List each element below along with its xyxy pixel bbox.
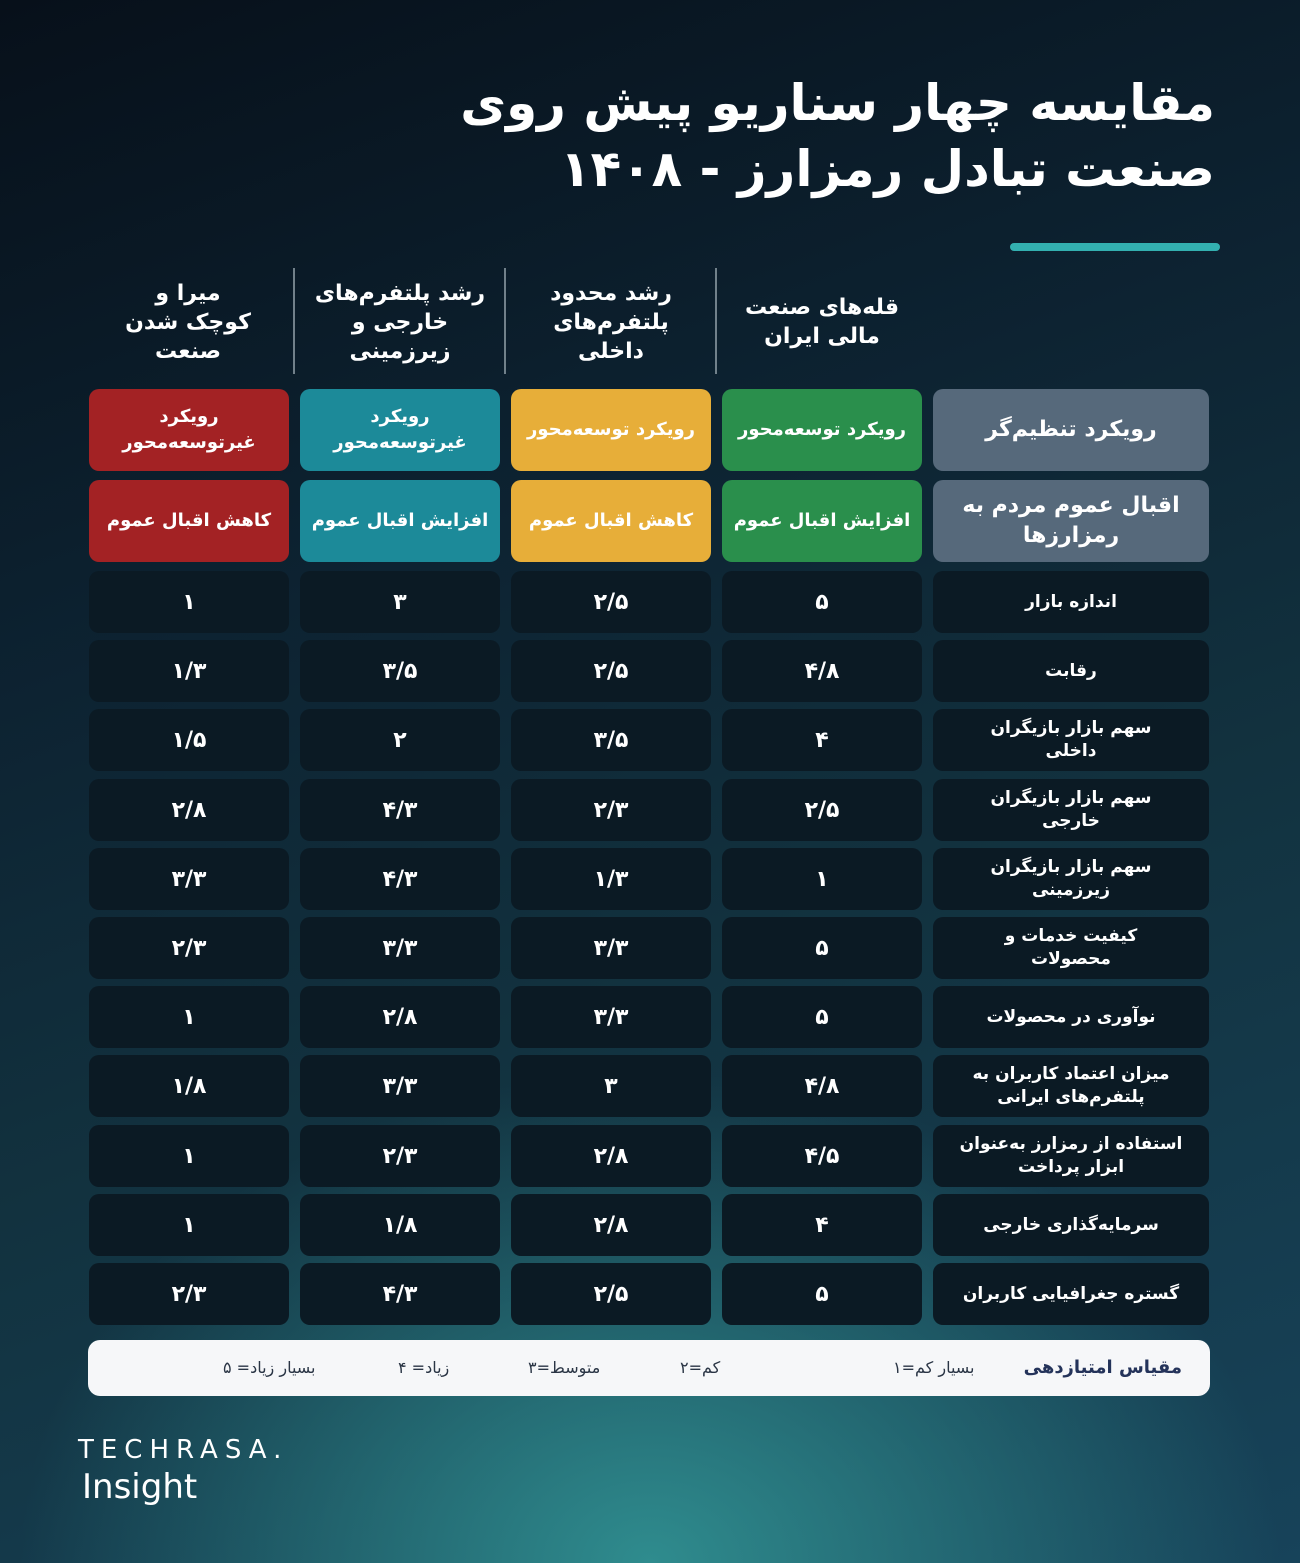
legend-item: زیاد= ۴ (398, 1358, 450, 1377)
approach-tag: رویکرد توسعه‌محور (722, 389, 922, 471)
criterion-label: اندازه بازار (933, 571, 1209, 633)
score-cell: ۴/۳ (300, 848, 500, 910)
score-cell: ۲/۵ (511, 640, 711, 702)
score-cell: ۴/۵ (722, 1125, 922, 1187)
criterion-label: سهم بازار بازیگران داخلی (933, 709, 1209, 771)
score-cell: ۲/۸ (511, 1194, 711, 1256)
score-cell: ۲ (300, 709, 500, 771)
score-cell: ۵ (722, 571, 922, 633)
score-cell: ۲/۵ (511, 1263, 711, 1325)
scenario-header-1: قله‌های صنعت مالی ایران (745, 295, 900, 349)
score-cell: ۳ (511, 1055, 711, 1117)
header-divider (293, 268, 295, 374)
score-cell: ۵ (722, 1263, 922, 1325)
scenario-header-3: رشد پلتفرم‌های خارجی و زیرزمینی (314, 280, 486, 364)
legend-item: بسیار زیاد= ۵ (223, 1358, 316, 1377)
logo-wordmark: TECHRASA. (78, 1435, 289, 1465)
score-cell: ۱ (89, 571, 289, 633)
criterion-label: سهم بازار بازیگران زیرزمینی (933, 848, 1209, 910)
score-cell: ۳/۳ (511, 917, 711, 979)
score-cell: ۱ (89, 1194, 289, 1256)
legend-item: متوسط=۳ (528, 1358, 601, 1377)
legend-title: مقیاس امتیازدهی (1023, 1357, 1182, 1378)
row-label-public-adoption: اقبال عموم مردم به رمزارزها (933, 480, 1209, 562)
approach-tag: رویکرد غیرتوسعه‌محور (89, 389, 289, 471)
logo-subtitle: Insight (82, 1467, 198, 1507)
header-divider (504, 268, 506, 374)
legend-item: بسیار کم=۱ (893, 1358, 975, 1377)
scoring-legend (88, 1340, 1210, 1396)
score-cell: ۴ (722, 1194, 922, 1256)
score-cell: ۱/۸ (89, 1055, 289, 1117)
title-accent-bar (1010, 243, 1220, 251)
row-label-regulator-approach: رویکرد تنظیم‌گر (933, 389, 1209, 471)
legend-item: کم=۲ (680, 1358, 721, 1377)
adoption-tag: افزایش اقبال عموم (300, 480, 500, 562)
criterion-label: نوآوری در محصولات (933, 986, 1209, 1048)
score-cell: ۳/۳ (511, 986, 711, 1048)
score-cell: ۱/۳ (89, 640, 289, 702)
techrasa-logo (78, 1435, 288, 1507)
score-cell: ۱/۳ (511, 848, 711, 910)
score-cell: ۴/۸ (722, 1055, 922, 1117)
adoption-tag: کاهش اقبال عموم (89, 480, 289, 562)
score-cell: ۲/۸ (300, 986, 500, 1048)
score-cell: ۱/۵ (89, 709, 289, 771)
criterion-label: کیفیت خدمات و محصولات (933, 917, 1209, 979)
score-cell: ۱ (722, 848, 922, 910)
score-cell: ۳/۵ (511, 709, 711, 771)
score-cell: ۱ (89, 986, 289, 1048)
score-cell: ۵ (722, 986, 922, 1048)
scenario-header-2: رشد محدود پلتفرم‌های داخلی (550, 280, 672, 364)
criterion-label: سرمایه‌گذاری خارجی (933, 1194, 1209, 1256)
score-cell: ۲/۳ (300, 1125, 500, 1187)
score-cell: ۱/۸ (300, 1194, 500, 1256)
score-cell: ۳/۵ (300, 640, 500, 702)
adoption-tag: کاهش اقبال عموم (511, 480, 711, 562)
title-line-1: مقایسه چهار سناریو پیش روی (460, 74, 1215, 132)
score-cell: ۲/۵ (722, 779, 922, 841)
score-cell: ۲/۸ (511, 1125, 711, 1187)
scenario-headers (88, 268, 933, 376)
score-cell: ۲/۳ (89, 1263, 289, 1325)
approach-tag: رویکرد غیرتوسعه‌محور (300, 389, 500, 471)
score-cell: ۳/۳ (300, 917, 500, 979)
score-cell: ۴/۳ (300, 1263, 500, 1325)
score-cell: ۱ (89, 1125, 289, 1187)
score-cell: ۲/۳ (511, 779, 711, 841)
adoption-tag: افزایش اقبال عموم (722, 480, 922, 562)
score-cell: ۴ (722, 709, 922, 771)
score-cell: ۳/۳ (300, 1055, 500, 1117)
approach-tag: رویکرد توسعه‌محور (511, 389, 711, 471)
score-cell: ۲/۸ (89, 779, 289, 841)
score-cell: ۴/۳ (300, 779, 500, 841)
criterion-label: میزان اعتماد کاربران به پلتفرم‌های ایرانی (933, 1055, 1209, 1117)
criterion-label: رقابت (933, 640, 1209, 702)
score-cell: ۳/۳ (89, 848, 289, 910)
score-cell: ۲/۳ (89, 917, 289, 979)
score-cell: ۳ (300, 571, 500, 633)
title-line-2: صنعت تبادل رمزارز - ۱۴۰۸ (560, 140, 1215, 198)
header-divider (715, 268, 717, 374)
criterion-label: گستره جغرافیایی کاربران (933, 1263, 1209, 1325)
criterion-label: استفاده از رمزارز به‌عنوان ابزار پرداخت (933, 1125, 1209, 1187)
scenario-header-4: میرا و کوچک شدن صنعت (125, 280, 251, 364)
score-cell: ۲/۵ (511, 571, 711, 633)
criterion-label: سهم بازار بازیگران خارجی (933, 779, 1209, 841)
score-cell: ۵ (722, 917, 922, 979)
score-cell: ۴/۸ (722, 640, 922, 702)
page-title (455, 70, 1215, 202)
